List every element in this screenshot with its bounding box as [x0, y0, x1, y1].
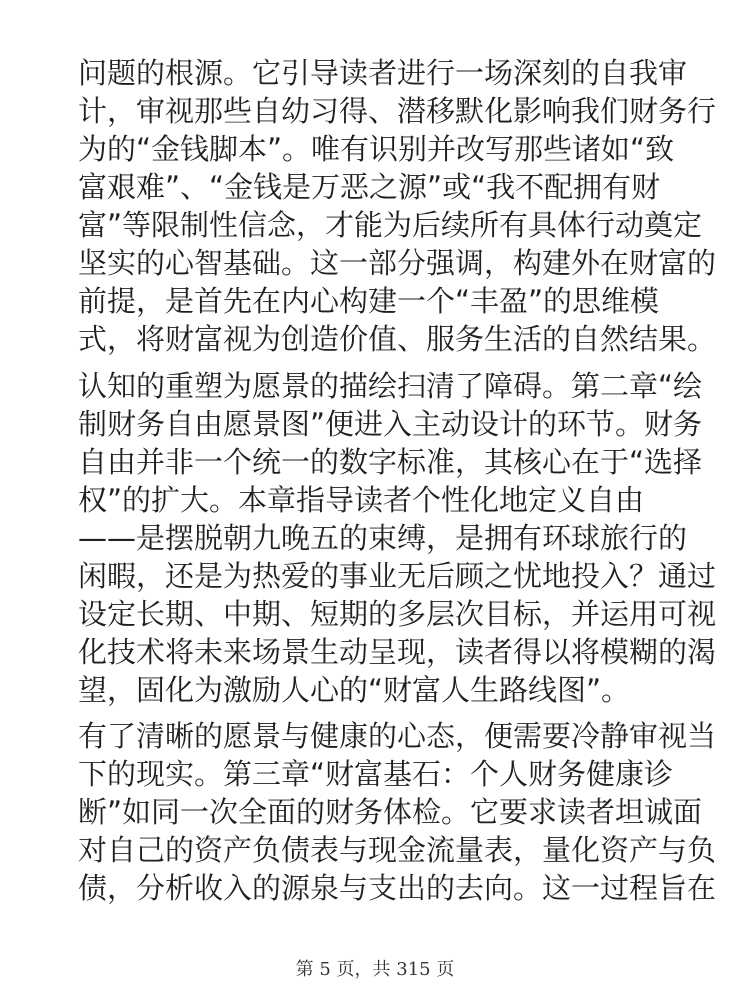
text-line: 计，审视那些自幼习得、潜移默化影响我们财务行	[78, 94, 717, 128]
text-line: 下的现实。第三章“财富基石：个人财务健康诊	[78, 757, 674, 791]
text-line: 断”如同一次全面的财务体检。它要求读者坦诚面	[78, 795, 703, 829]
text-line: 认知的重塑为愿景的描绘扫清了障碍。第二章“绘	[78, 369, 703, 403]
text-line: 有了清晰的愿景与健康的心态，便需要冷静审视当	[78, 719, 717, 753]
text-line: 设定长期、中期、短期的多层次目标，并运用可视	[78, 597, 717, 631]
text-line: 望，固化为激励人心的“财富人生路线图”。	[78, 673, 631, 707]
text-line: 富”等限制性信念，才能为后续所有具体行动奠定	[78, 208, 703, 242]
text-line: 债，分析收入的源泉与支出的去向。这一过程旨在	[78, 871, 717, 905]
text-line: 前提，是首先在内心构建一个“丰盈”的思维模	[78, 284, 660, 318]
text-line: 权”的扩大。本章指导读者个性化地定义自由	[78, 483, 645, 517]
text-line: 闲暇，还是为热爱的事业无后顾之忧地投入？通过	[78, 559, 717, 593]
page-number: 第 5 页，共 315 页	[295, 959, 455, 980]
text-line: 自由并非一个统一的数字标准，其核心在于“选择	[78, 445, 703, 479]
text-line: 化技术将未来场景生动呈现，读者得以将模糊的渴	[78, 635, 717, 669]
text-line: 富艰难”、“金钱是万恶之源”或“我不配拥有财	[78, 170, 661, 204]
text-line: 对自己的资产负债表与现金流量表，量化资产与负	[78, 833, 717, 867]
text-line: 问题的根源。它引导读者进行一场深刻的自我审	[78, 56, 688, 90]
text-line: 为的“金钱脚本”。唯有识别并改写那些诸如“致	[78, 132, 675, 166]
text-line: ——是摆脱朝九晚五的束缚，是拥有环球旅行的	[78, 521, 688, 555]
text-line: 坚实的心智基础。这一部分强调，构建外在财富的	[78, 246, 717, 280]
text-line: 式，将财富视为创造价值、服务生活的自然结果。	[78, 322, 717, 356]
text-line: 制财务自由愿景图”便进入主动设计的环节。财务	[78, 407, 703, 441]
